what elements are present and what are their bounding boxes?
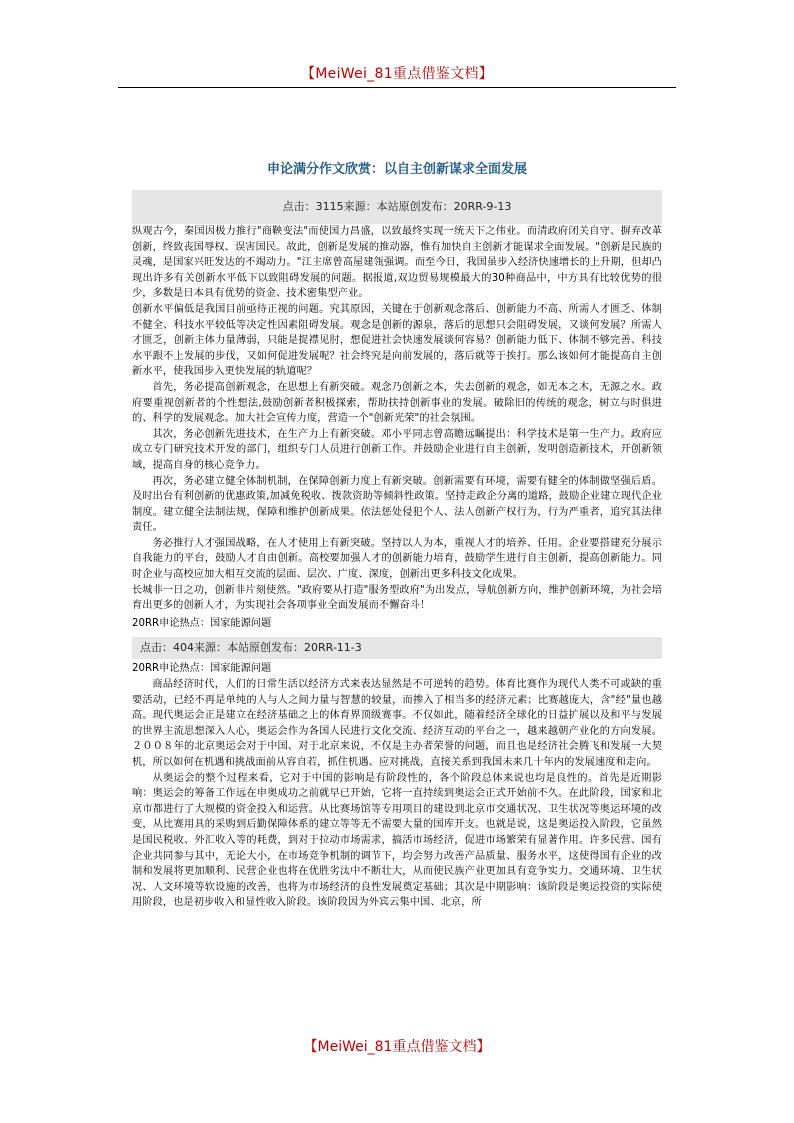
header-divider bbox=[118, 87, 676, 88]
document-footer: 【MeiWei_81重点借鉴文档】 bbox=[303, 1039, 491, 1055]
hot-topic-heading: 20RR申论热点：国家能源问题 bbox=[132, 663, 272, 675]
article-title: 申论满分作文欣赏：以自主创新谋求全面发展 bbox=[266, 162, 527, 177]
paragraph: 创新水平偏低是我国目前亟待正视的问题。究其原因，关键在于创新观念落后、创新能力不高、所需人才匮乏、体制不健全、科技水平较低等决定性因素阻碍发展。观念是创新的源泉，落后的思想只会阻碍发展，又谈何发展？所需人才匮乏，创新主体力量薄弱，只能是捉襟见肘，想促进社会快速发展谈何容易？创新能力低下、体制不够完善、科技水平跟不上发展的步伐，又如何促进发展呢？社会终究是向前发展的，落后就等于挨打。那么该如何才能提高自主创新水平，使我国步入更快发展的轨道呢？ bbox=[132, 303, 662, 378]
paragraph: 首先，务必提高创新观念，在思想上有新突破。观念乃创新之本，失去创新的观念，如无本之木，无源之水。政府要重视创新者的个性想法,鼓励创新者积极探索，帮助扶持创新事业的发展。破除旧的传统的观念，树立与时俱进的、科学的发展观念。加大社会宣传力度，营造一个"创新光荣"的社会氛围。 bbox=[132, 381, 662, 425]
document-header: 【MeiWei_81重点借鉴文档】 bbox=[300, 66, 494, 82]
paragraph: 长城非一日之功，创新非片刻使然。"政府要从打造"服务型政府"为出发点，导航创新方向，维护创新环境，为社会培育出更多的创新人才，为实现社会各项事业全面发展而不懈奋斗！ bbox=[132, 584, 662, 612]
hot-topic-meta-bar: 点击：404来源：本站原创发布：20RR-11-3 bbox=[132, 637, 662, 659]
article-meta-bar: 点击：3115来源：本站原创发布：20RR-9-13 bbox=[132, 190, 662, 224]
paragraph: 商品经济时代，人们的日常生活以经济方式来表达显然是不可逆转的趋势。体育比赛作为现代人类不可或缺的重要活动，已经不再是单纯的人与人之间力量与智慧的较量，而掺入了相当多的经济元素；比赛越庞大，含"经"量也越高。现代奥运会正是建立在经济基础之上的体育界顶级赛事。不仅如此，随着经济全球化的日益扩展以及和平与发展的世界主流思想深入人心，奥运会作为各国人民进行文化交流、经济互动的平台之一，越来越朝产业化的方向发展。２００８年的北京奥运会对于中国、对于北京来说，不仅是主办者荣誉的问题，而且也是经济社会腾飞和发展一大契机，所以如何在机遇和挑战面前从容自若，抓住机遇、应对挑战，直接关系到我国未来几十年内的发展速度和走向。 bbox=[132, 679, 662, 768]
paragraph: 务必推行人才强国战略，在人才使用上有新突破。坚持以人为本，重视人才的培养、任用。企业要搭建充分展示自我能力的平台，鼓励人才自由创新。高校要加强人才的创新能力培育，鼓励学生进行自主创新，提高创新能力。同时企业与高校应加大相互交流的层面、层次、广度、深度，创新出更多科技文化成果。 bbox=[132, 537, 662, 581]
paragraph: 再次，务必建立健全体制机制，在保障创新力度上有新突破。创新需要有环境，需要有健全的体制做坚强后盾。及时出台有利创新的优惠政策,加减免税收、拨款资助等倾斜性政策。坚持走政企分离的道路，鼓励企业建立现代企业制度。建立健全法制法规，保障和维护创新成果。依法惩处侵犯个人、法人创新产权行为，行为严重者，追究其法律责任。 bbox=[132, 475, 662, 534]
paragraph: 纵观古今，秦国因极力推行"商鞅变法"而使国力昌盛，以致最终实现一统天下之伟业。而清政府闭关自守、摒弃改革创新，终致丧国辱权、误害国民。故此，创新是发展的推动器，惟有加快自主创新才能谋求全面发展。"创新是民族的灵魂，是国家兴旺发达的不竭动力。"江主席曾高屋建瓴强调。而至今日，我国虽步入经济快速增长的上升期，但却凸现出许多有关创新水平低下以致阻碍发展的问题。据报道,双边贸易规模最大的30种商品中，中方具有比较优势的很少，多数是日本具有优势的资金、技术密集型产业。 bbox=[132, 226, 662, 300]
hot-topic-label: 20RR申论热点：国家能源问题 bbox=[132, 617, 272, 629]
paragraph: 其次，务必创新先进技术，在生产力上有新突破。邓小平同志曾高瞻远瞩提出：科学技术是第一生产力。政府应成立专门研究技术开发的部门，组织专门人员进行创新工作。并鼓励企业进行自主创新，发明创造新技术，开创新领域，提高自身的核心竞争力。 bbox=[132, 428, 662, 471]
paragraph: 从奥运会的整个过程来看，它对于中国的影响是有阶段性的，各个阶段总体来说也均是良性的。首先是近期影响：奥运会的筹备工作远在申奥成功之前就早已开始，它将一直持续到奥运会正式开始前不久。在此阶段，国家和北京市都进行了大规模的资金投入和运营。从比赛场馆等专用项目的建设到北京市交通状况、卫生状况等奥运环境的改变，从比赛用具的采购到后勤保障体系的建立等等无不需要大量的国库开支。也就是说，这是奥运投入阶段，它虽然是国民税收、外汇收入等的耗费，到对于拉动市场需求，搞活市场经济，促进市场繁荣有显著作用。许多民营、国有企业共同参与其中，无论大小，在市场竞争机制的调节下，均会努力改善产品质量、服务水平，这使得国有企业的改制和发展将更加顺利、民营企业也将在优胜劣汰中不断壮大，从而使民族产业更加具有竞争实力。交通环境、卫生状况、人文环境等软设施的改善，也将为市场经济的良性发展奠定基础；其次是中期影响：该阶段是奥运投资的实际使用阶段，也是初步收入和显性收入阶段。该阶段因为外宾云集中国、北京，所 bbox=[132, 772, 662, 909]
article-body bbox=[132, 190, 662, 911]
